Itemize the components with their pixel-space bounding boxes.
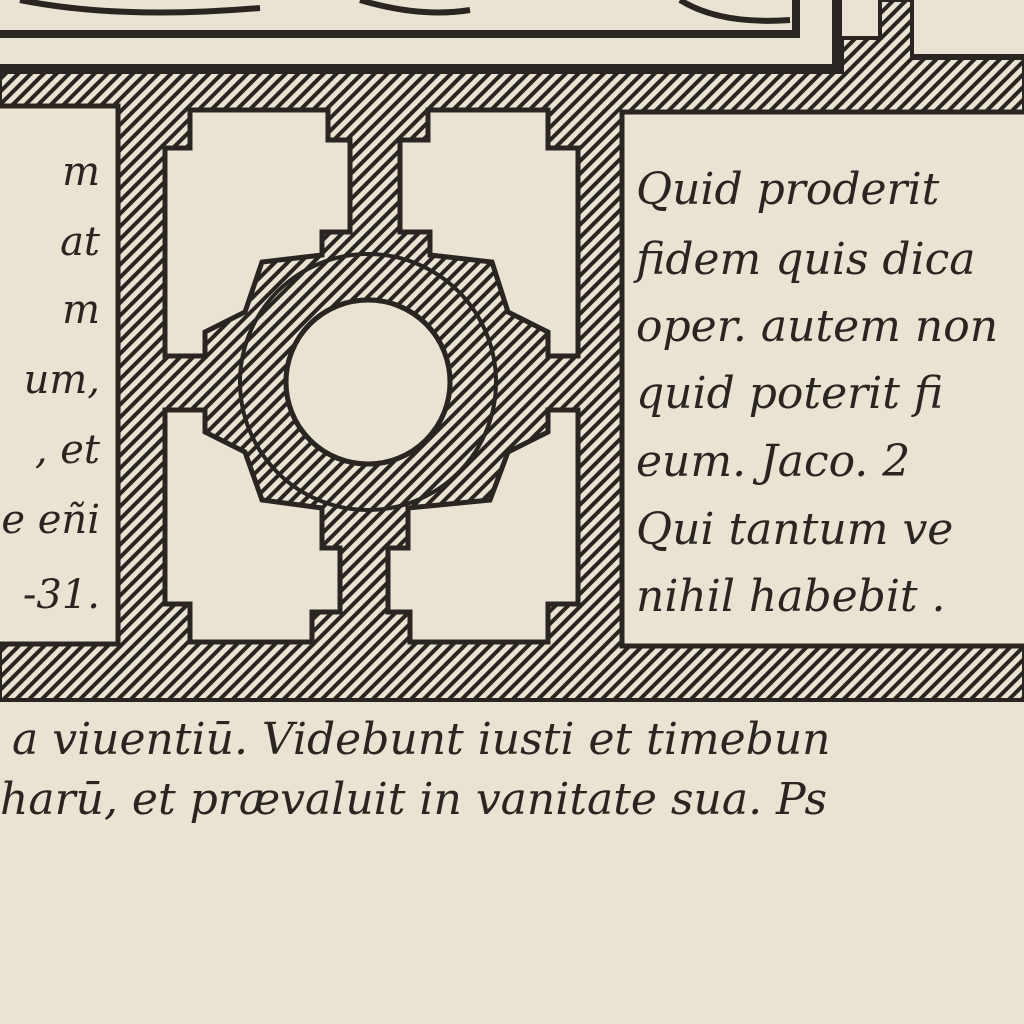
bottom-caption-line-1: a viuentiū. Videbunt iusti et timebun: [12, 714, 831, 765]
left-panel-line-1: m: [62, 149, 100, 195]
bottom-caption-line-2: harū, et prævaluit in vanitate sua. Ps: [0, 774, 828, 825]
left-panel-line-2: at: [60, 219, 100, 265]
right-panel-line-6: Qui tantum ve: [636, 504, 954, 555]
left-panel-line-4: um,: [23, 357, 100, 403]
right-panel-line-3: oper. autem non: [636, 301, 999, 352]
right-panel-line-1: Quid proderit: [636, 164, 940, 215]
right-panel-line-7: nihil habebit .: [636, 571, 946, 622]
left-panel-line-7: -31.: [22, 572, 100, 618]
right-panel-line-5: eum. Jaco. 2: [636, 436, 911, 487]
left-panel-line-5: , et: [34, 427, 100, 473]
right-panel-line-2: fidem quis dica: [636, 234, 976, 285]
left-panel-line-3: m: [62, 287, 100, 333]
left-panel-line-6: e eñi: [1, 497, 100, 543]
right-panel-line-4: quid poterit fi: [636, 368, 944, 419]
